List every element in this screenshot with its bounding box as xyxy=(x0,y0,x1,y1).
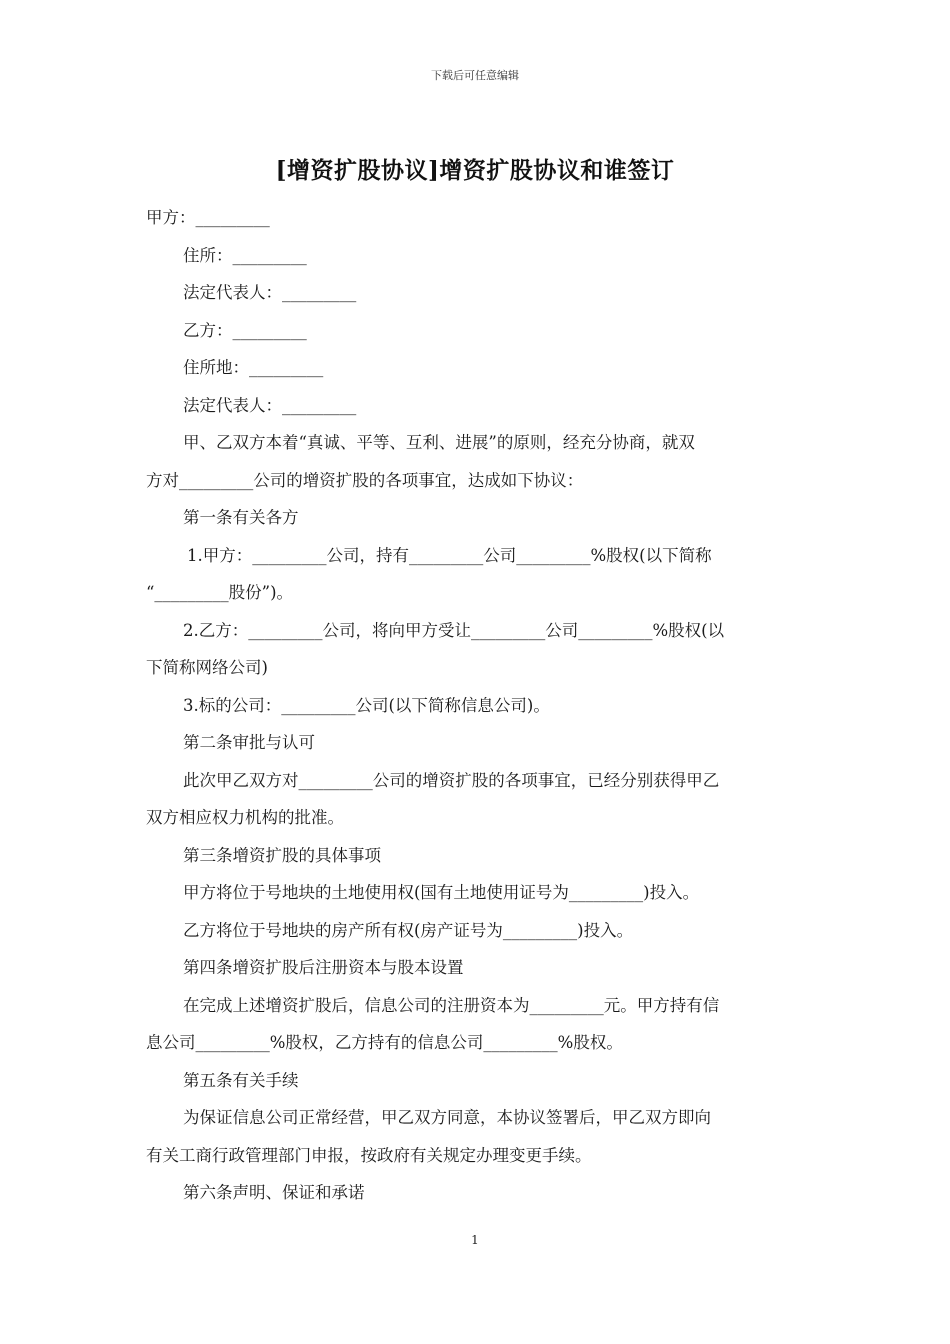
article-clause-line: 甲方将位于号地块的土地使用权(国有土地使用证号为_________)投入。 xyxy=(183,883,700,902)
article-heading: 第一条有关各方 xyxy=(183,508,299,527)
party-a-representative-line: 法定代表人：_________ xyxy=(183,283,357,302)
party-a-address-line: 住所：_________ xyxy=(183,245,307,265)
header-note: 下载后可任意编辑 xyxy=(431,69,519,82)
page-number: 1 xyxy=(471,1233,479,1247)
document-body xyxy=(146,199,810,1212)
article-clause-line: 1.甲方：_________公司，持有_________公司_________%股权(以下简称 xyxy=(187,545,712,565)
article-clause-line: 下简称网络公司) xyxy=(146,658,268,677)
article-heading: 第二条审批与认可 xyxy=(183,733,315,752)
article-clause-line: 双方相应权力机构的批准。 xyxy=(146,808,344,827)
article-heading: 第三条增资扩股的具体事项 xyxy=(183,845,381,865)
article-clause-line: 3.标的公司：_________公司(以下简称信息公司)。 xyxy=(183,695,550,715)
party-b-address-line: 住所地：_________ xyxy=(183,358,324,377)
article-clause-line: 2.乙方：_________公司，将向甲方受让_________公司_________%股权(以 xyxy=(183,620,725,640)
party-b-line: 乙方：_________ xyxy=(183,320,307,340)
article-clause-line: 息公司_________%股权，乙方持有的信息公司_________%股权。 xyxy=(146,1033,623,1052)
article-clause-line: 为保证信息公司正常经营，甲乙双方同意，本协议签署后，甲乙双方即向 xyxy=(183,1108,711,1127)
article-clause-line: 在完成上述增资扩股后，信息公司的注册资本为_________元。甲方持有信 xyxy=(183,995,720,1015)
party-a-line: 甲方：_________ xyxy=(146,208,270,227)
article-heading: 第六条声明、保证和承诺 xyxy=(183,1183,365,1202)
preamble-paragraph-line: 方对_________公司的增资扩股的各项事宜，达成如下协议： xyxy=(146,470,584,490)
article-clause-line: “_________股份”)。 xyxy=(146,583,294,602)
article-heading: 第四条增资扩股后注册资本与股本设置 xyxy=(183,958,464,977)
party-b-representative-line: 法定代表人：_________ xyxy=(183,395,357,415)
document-title: [增资扩股协议]增资扩股协议和谁签订 xyxy=(275,157,675,184)
preamble-paragraph-line: 甲、乙双方本着“真诚、平等、互利、进展”的原则，经充分协商，就双 xyxy=(183,433,695,452)
article-clause-line: 乙方将位于号地块的房产所有权(房产证号为_________)投入。 xyxy=(183,920,634,940)
article-clause-line: 此次甲乙双方对_________公司的增资扩股的各项事宜，已经分别获得甲乙 xyxy=(183,770,720,790)
article-clause-line: 有关工商行政管理部门申报，按政府有关规定办理变更手续。 xyxy=(146,1145,592,1165)
article-heading: 第五条有关手续 xyxy=(183,1070,299,1090)
